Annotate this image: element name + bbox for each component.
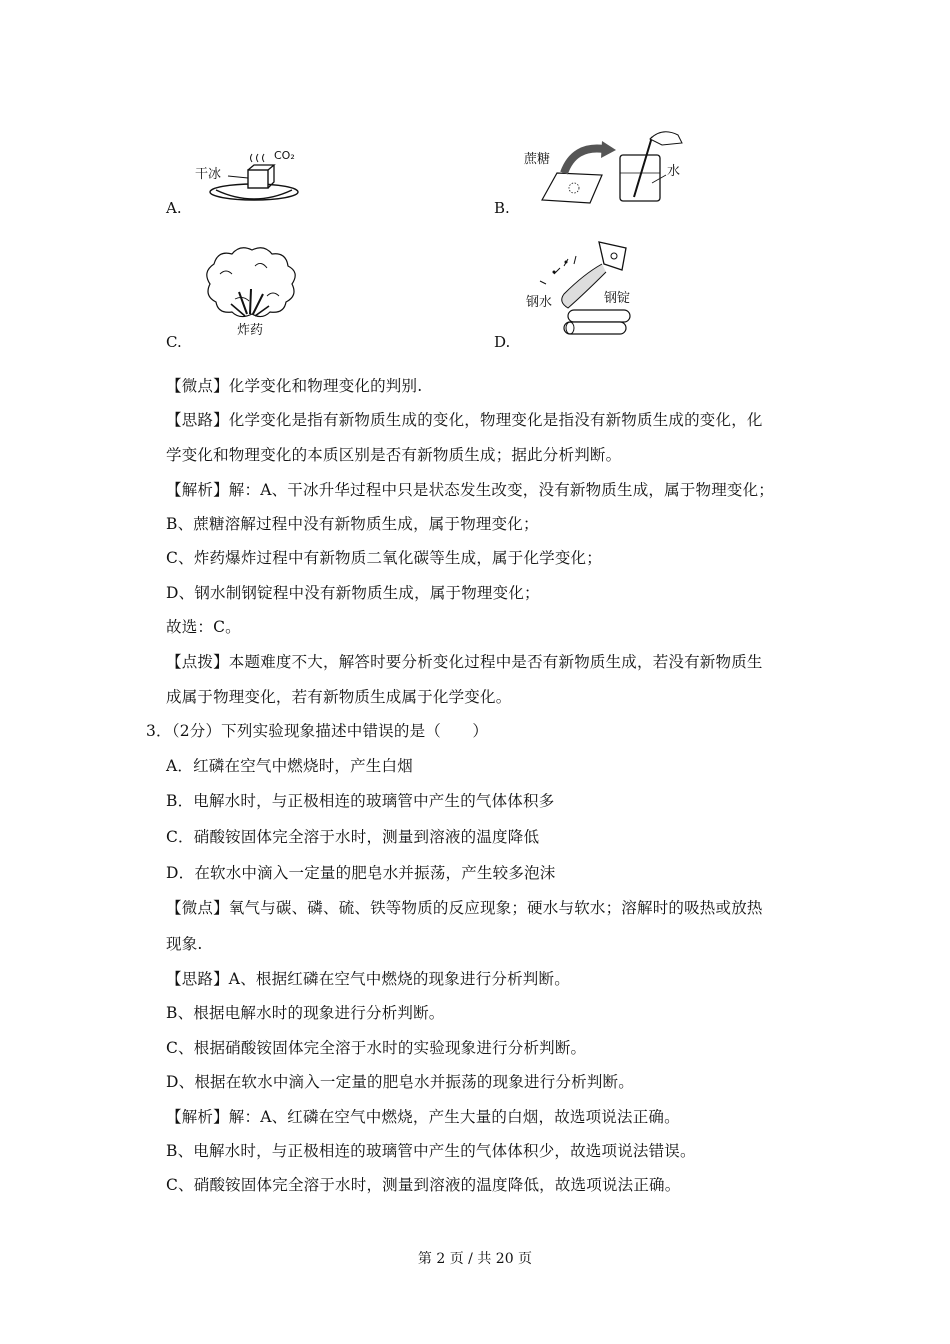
page-footer: 第 2 页 / 共 20 页 bbox=[417, 1251, 533, 1267]
q3-solution-line-3: C、硝酸铵固体完全溶于水时，测量到溶液的温度降低，故选项说法正确。 bbox=[166, 1176, 681, 1194]
q2-solution-line-3: C、炸药爆炸过程中有新物质二氧化碳等生成，属于化学变化； bbox=[166, 549, 602, 567]
q2-solution-line-2: B、蔗糖溶解过程中没有新物质生成，属于物理变化； bbox=[166, 515, 539, 533]
q3-solution-line-1: 【解析】解：A、红磷在空气中燃烧，产生大量的白烟，故选项说法正确。 bbox=[166, 1108, 680, 1126]
q2-approach-line-2: 学变化和物理变化的本质区别是否有新物质生成；据此分析判断。 bbox=[166, 446, 622, 464]
q2-solution-line-1: 【解析】解：A、干冰升华过程中只是状态发生改变，没有新物质生成，属于物理变化； bbox=[166, 481, 774, 499]
option-letter-b: B. bbox=[494, 199, 510, 217]
figure-a-dry-ice bbox=[192, 148, 312, 208]
q3-option-c: C．硝酸铵固体完全溶于水时，测量到溶液的温度降低 bbox=[166, 828, 540, 846]
label-water: 水 bbox=[667, 164, 681, 179]
q2-answer: 故选：C。 bbox=[166, 618, 241, 636]
label-dry-ice: 干冰 bbox=[195, 167, 222, 182]
label-steel-ingot: 钢锭 bbox=[604, 291, 631, 306]
q3-solution-line-2: B、电解水时，与正极相连的玻璃管中产生的气体体积少，故选项说法错误。 bbox=[166, 1142, 696, 1160]
steel-casting-illustration bbox=[524, 234, 644, 344]
label-co2: CO₂ bbox=[274, 149, 295, 162]
q3-approach-line-3: C、根据硝酸铵固体完全溶于水时的实验现象进行分析判断。 bbox=[166, 1039, 587, 1057]
q3-option-a: A．红磷在空气中燃烧时，产生白烟 bbox=[166, 757, 413, 775]
option-letter-a: A. bbox=[166, 199, 182, 217]
label-molten-steel: 钢水 bbox=[526, 295, 553, 310]
q2-comment-line-2: 成属于物理变化，若有新物质生成属于化学变化。 bbox=[166, 688, 512, 706]
label-explosive: 炸药 bbox=[237, 323, 264, 338]
option-letter-d: D. bbox=[494, 333, 511, 351]
option-letter-c: C. bbox=[166, 333, 182, 351]
q3-stem: 3．（2分）下列实验现象描述中错误的是（ ） bbox=[146, 722, 489, 740]
label-sugar: 蔗糖 bbox=[524, 152, 551, 167]
q3-knowledge-point-line-1: 【微点】氧气与碳、磷、硫、铁等物质的反应现象；硬水与软水；溶解时的吸热或放热 bbox=[166, 899, 763, 917]
figure-d-steel bbox=[524, 234, 644, 344]
explosion-illustration bbox=[195, 244, 305, 344]
q2-approach-line-1: 【思路】化学变化是指有新物质生成的变化，物理变化是指没有新物质生成的变化，化 bbox=[166, 411, 763, 429]
figure-b-sugar bbox=[522, 125, 687, 210]
q3-approach-line-2: B、根据电解水时的现象进行分析判断。 bbox=[166, 1004, 445, 1022]
q2-knowledge-point: 【微点】化学变化和物理变化的判别. bbox=[166, 377, 423, 395]
q3-knowledge-point-line-2: 现象. bbox=[166, 935, 203, 953]
q3-approach-line-1: 【思路】A、根据红磷在空气中燃烧的现象进行分析判断。 bbox=[166, 970, 570, 988]
q2-solution-line-4: D、钢水制钢锭程中没有新物质生成，属于物理变化； bbox=[166, 584, 540, 602]
q3-option-b: B．电解水时，与正极相连的玻璃管中产生的气体体积多 bbox=[166, 792, 555, 810]
figure-c-explosive bbox=[195, 244, 305, 344]
sugar-dissolving-illustration bbox=[522, 125, 687, 210]
q3-approach-line-4: D、根据在软水中滴入一定量的肥皂水并振荡的现象进行分析判断。 bbox=[166, 1073, 634, 1091]
dry-ice-illustration bbox=[192, 148, 312, 208]
q2-comment-line-1: 【点拨】本题难度不大，解答时要分析变化过程中是否有新物质生成，若没有新物质生 bbox=[166, 653, 763, 671]
q3-option-d: D．在软水中滴入一定量的肥皂水并振荡，产生较多泡沫 bbox=[166, 864, 556, 882]
